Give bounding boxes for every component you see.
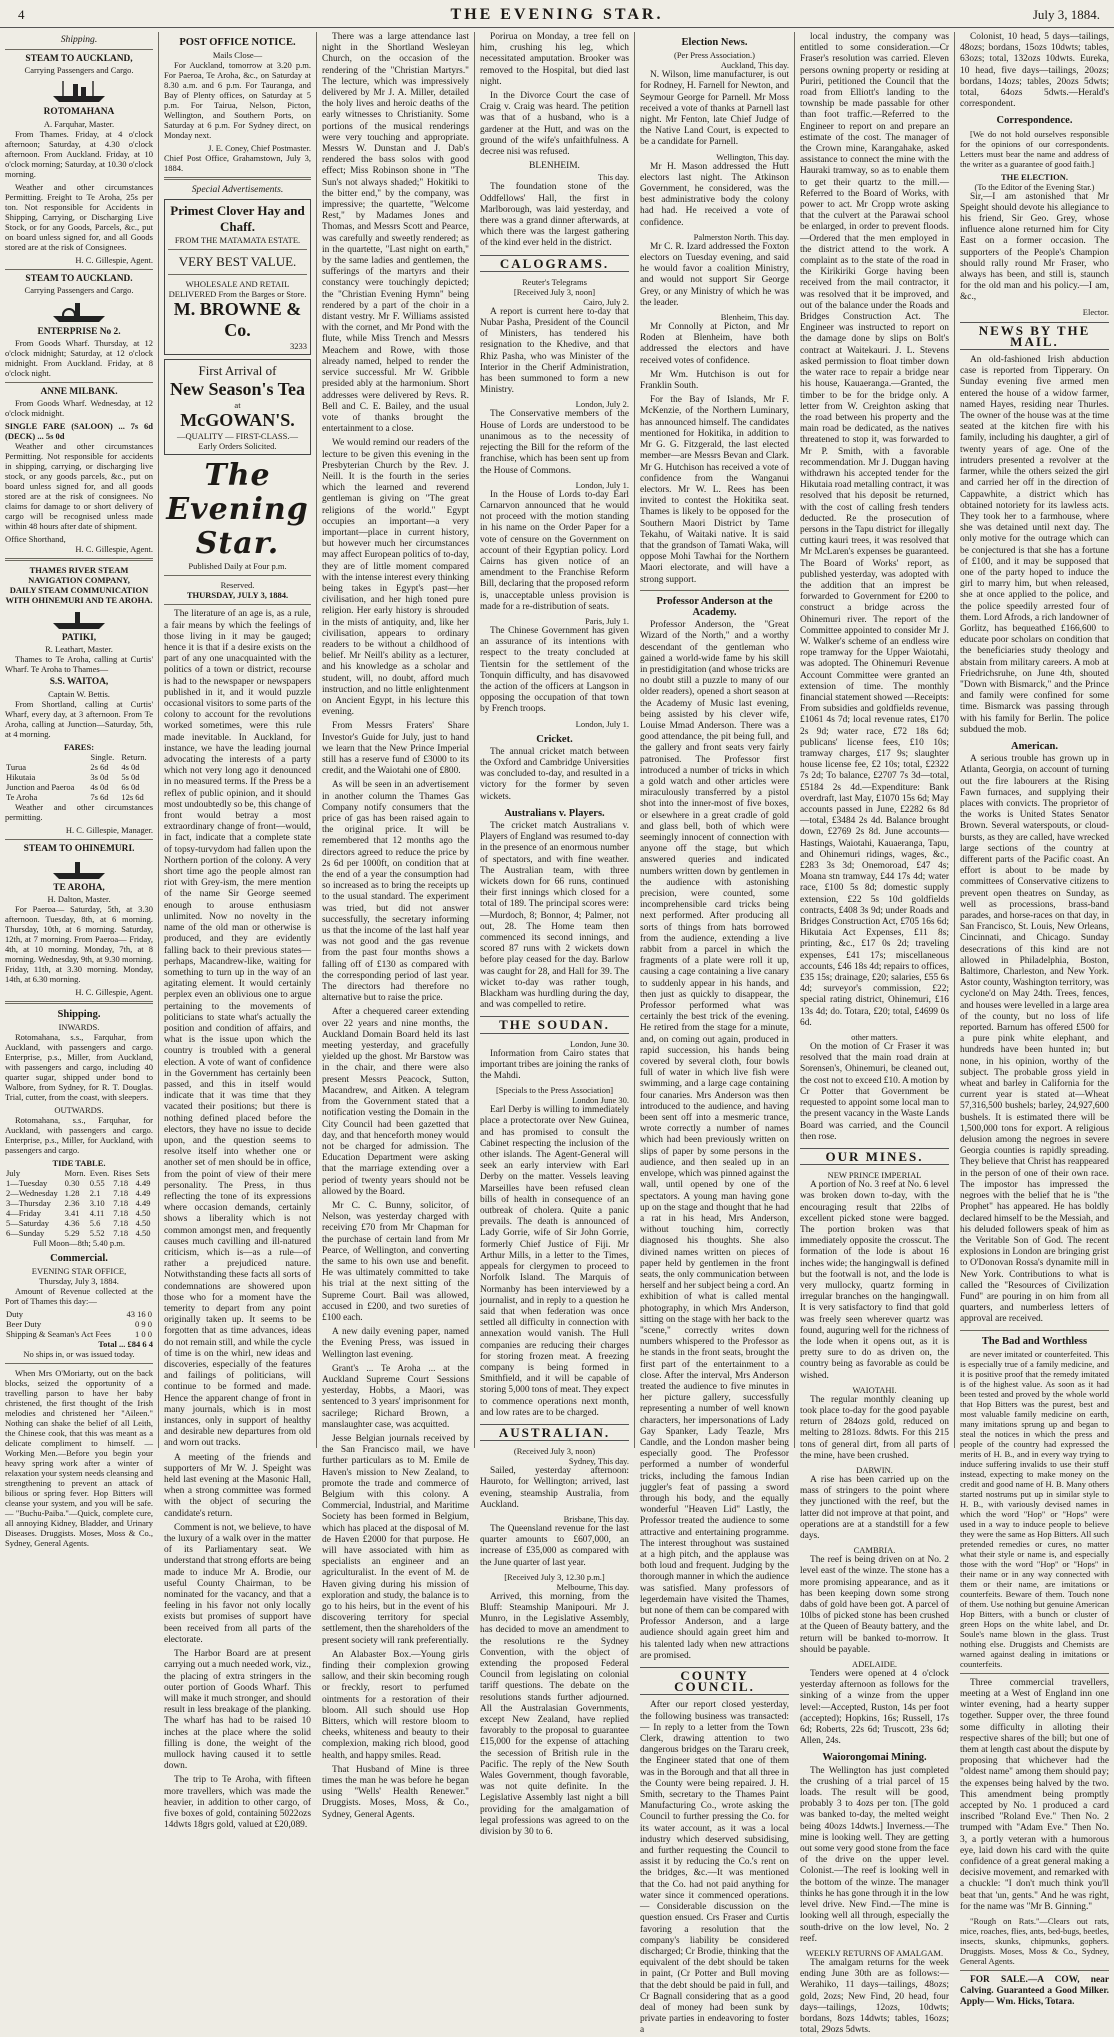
table-row: Beer Duty 0 9 0 [6, 1319, 152, 1330]
paragraph: Colonist, 10 head, 5 days—tailings, 48ozs; bordans, 15ozs 10dwts; tables, 63ozs; total, 132ozs 10dwts. Eureka, 10 head, five days—tailings, 20ozs; bordans, 14ozs; tables, 20ozs 5dwts; total, 64ozs 5dwts.—Herald's correspondent. [960, 32, 1109, 110]
section-heading: Professor Anderson at the Academy. [656, 595, 773, 618]
ad-headline: New Season's Tea [169, 379, 306, 400]
tide-title: TIDE TABLE. [52, 1158, 106, 1169]
agent-signature: H. C. Gillespie, Agent. [75, 254, 153, 265]
sub-heading: CAMBRIA. [853, 1545, 896, 1556]
table-row: Shipping & Seaman's Act Fees 1 0 0 [6, 1329, 152, 1340]
paragraph: We would remind our readers of the lecture to be given this evening in the Presbyterian Church by the Rev. J. Neill. It is the fourth in the series which the learned and reverend gentleman is giving on "The great religions of the world." Egypt occupies an important—a very important—place in current history, but however much her circumstances may affect European politics of to-day, they are of little moment compared with the intense interest every thinking being takes in Egypt's past—her civilisation, and her high toned pure religion. Her early history is shrouded in the mists of antiquity, and, like her civilisation, appears to ordinary readers to be without a childhood of belief. Mr Neill's ability as a lecturer, and his knowledge as a scholar and student, will, no doubt, afford much instruction, and no little enlightenment on Ancient Egypt, in his lecture this evening. [322, 438, 469, 718]
paddle-steamer-icon [49, 298, 109, 324]
dateline: London, June 30. [569, 1038, 629, 1049]
ad-headline: Primest Clover Hay and Chaff. [170, 203, 305, 235]
ad-subtitle: Carrying Passengers and Cargo. [24, 65, 134, 76]
dateline: BLENHEIM. [529, 161, 580, 172]
paragraph: From Messrs Fraters' Share Investor's Guide for July, just to hand we learn that the New Prince Imperial still has a reserve fund of £3000 to its credit, and the Waiotahi one of £800. [322, 721, 469, 777]
sub-heading: NEW PRINCE IMPERIAL [827, 1170, 922, 1181]
table-row: 3—Thursday 2.36 3.10 7.18 4.49 [6, 1198, 151, 1209]
page-number: 4 [18, 7, 25, 22]
table-row: 5—Saturday 4.36 5.6 7.18 4.50 [6, 1218, 151, 1229]
shipping-departures: Rotomahana, s.s., Farquhar, for Auckland, with passengers and cargo. Enterprise, p.s., Miller, for Auckland, with passengers and cargo. [5, 1115, 153, 1156]
ad-title: STEAM TO AUCKLAND. [25, 273, 133, 284]
letter-address: (To the Editor of the Evening Star.) [974, 181, 1095, 192]
table-row: 6—Sunday 5.29 5.52 7.18 4.50 [6, 1228, 151, 1239]
sub-heading: OUTWARDS. [54, 1105, 104, 1116]
column-6 [795, 32, 954, 2036]
masthead [0, 4, 1114, 28]
section-heading: Shipping. [57, 1009, 101, 1021]
river-steamer-icon [49, 858, 109, 880]
advertisement [164, 199, 311, 355]
fares-table: Single. Return. Turua 2s 6d 4s 0d Hikutaia 3s 0d 5s 0d Junction and Paeroa 4s 0d 6s 0d Te Aroha 7s 6d 12s 6d [5, 752, 153, 802]
ship-schedule: From Shortland, calling at Curtis' Wharf, every day, at 3 afternoon. From Te Aroha, calling at Junction—Saturday, 5th, at 4 morning. [5, 698, 153, 739]
dateline: Wellington, This day. [716, 151, 789, 162]
paragraph: Grant's ... Te Aroha ... at the Auckland Supreme Court Sessions yesterday, Hobbs, a Maori, was sentenced to 3 years' imprisonment for sacrilege; Richard Brown, a manslaughter case, was acquitted. [322, 1363, 469, 1430]
paragraph: N. Wilson, lime manufacturer, is out for Rodney, H. Farnell for Newton, and Seymour George for Parnell. Mr Moss received a vote of thanks at Parnell last night. Mr Fenton, late Chief Judge of the Native Land Court, is expected to be a candidate for Parnell. [640, 70, 789, 148]
agent-signature: H. C. Gillespie, Agent. [75, 544, 153, 555]
paragraph: An old-fashioned Irish abduction case is reported from Tipperary. On Sunday evening five armed men entered the house of a widow farmer, named Hayes, residing near Thurles. The owner of the house was at the time seated at the kitchen fire with his family, including his daughter, a girl of twenty years of age. One of the intruders presented a revolver at the farmer, while the others seized the girl and carried her off in the direction of Cappawhite, a district which has obtained notoriety for its lawless acts. They took her to a farmhouse, where she was detained until next day. The only motive for the outrage which can be conjectured is that she has a fortune of £100, and it may be supposed that one of the party hoped to induce the girl to marry him, but when released, she at once applied to the police, and the police speedily arrested four of them. Lord Afrods, a rich landowner of Gorlitz, has bequeathed £166,600 to educate poor scholars on condition that the beneficiaries study theology and abstain from military careers. A mob at Friedrichsruhe, on June 4th, shouted "Down with Bismarck," and the Prince and family were confined for some time. Bismarck was passing through with his family for Berlin. The police subdued the mob. [960, 355, 1109, 735]
table-row: Junction and Paeroa 4s 0d 6s 0d [6, 781, 140, 792]
received-note: (Per Press Association.) [674, 50, 755, 61]
agent-signature: H. C. Gillespie, Agent. [75, 987, 153, 998]
customs-table [5, 1309, 153, 1339]
moon-phase: Full Moon—8th; 5.40 p.m. [32, 1238, 126, 1249]
paragraph: Three commercial travellers, meeting at a West of England inn one winter evening, had a hearty supper together. Supper over, the three found some difficulty in alloting their respective shares of the bill; but one of them at length cast about the dispute by proposing that whichever had the "oldest name" among them should pay; the expenses being halved by the two. This amendment being promptly accepted by No. 1 produced a card inscribed "Roland Eve." Then No. 2 trumped with "Adam Eve." Then No. 3, a portly veteran with a humorous eye, laid down his card with the quite confidence of a great general making a decisive movement, and remarked with a chuckle: "I don't much think you'll beat that 'un, gents." And he was right, for the name was "Mr B. Ginning." [960, 1677, 1109, 1912]
table-row: Duty 43 16 0 [6, 1309, 152, 1320]
classified-ad: FOR SALE.—A COW, near Calving. Guaranteed a Good Milker. Apply— Wm. Hicks, Totara. [960, 1975, 1109, 2008]
paragraph: That Husband of Mine is three times the man he was before he began using "Wells' Health Renewer." Druggists. Moses, Moss, & Co., Sydney, General Agents. [322, 1764, 469, 1820]
column-7 [955, 32, 1114, 2008]
paragraph: The annual cricket match between the Oxford and Cambridge Universities was concluded to-day, and resulted in a victory for the former by seven wickets. [480, 746, 629, 802]
ad-advertiser: McGOWAN'S. [180, 410, 295, 431]
ad-title: STEAM TO OHINEMURI. [23, 843, 135, 854]
sub-heading: other matters. [851, 1032, 898, 1043]
paragraph: There was a large attendance last night in the Shortland Wesleyan Church, on the occasion of the rendering of the "Christian Martyrs." The lecture, which was impressively delivered by Mr J. A. Miller, detailed the holy lives and heroic deaths of the early witnesses to Christianity. Some portions of the musical renderings were very touching and appropriate. Messrs W. Dunstan and J. Dab's rendered the bass solos with good effect; Miss Robinson shone in "The Sun's not always shaded;" Hokitiki to the bitter end," by the company, was impressive; the quartette, "Welcome Rest," by Madames Jones and Thomas, and Messrs Scott and Pearce, was carefully and sweetly rendered; as in the quartette, "Last night on earth," by the same ladies and gentlemen, the sufferings of the martyrs and their constancy were touchingly depicted; the "Christian Evening Hymn" being rendered by a part of the choir in a distant vestry. Mr F. Williams assisted with the cornet, and Mr Pond with the flute, while Miss Trench and Messrs Meachem and Rowe, with those already named, helped to render the service successful. Mr W. Gribble presided ably at the harmonium. Short addresses were delivered by Revs. R. Bell and C. E. Bailey, and the usual vote of thanks brought the entertainment to a close. [322, 32, 469, 435]
ship-name: TE AROHA, [53, 882, 105, 893]
dateline: Paris, July 1. [585, 615, 629, 626]
dateline: Melbourne, This day. [556, 1581, 629, 1592]
agent-signature: H. C. Gillespie, Manager. [65, 824, 153, 835]
ad-line: VERY BEST VALUE. [178, 254, 297, 270]
paragraph: A serious trouble has grown up in Atlanta, Georgia, on account of turning out the fire labourers at the Rising Fawn furnaces, and supplying their places with convicts. The proprietor of the works is United States Senator Brown. Several waterspouts, or cloud-bursts, as they are called, have wrecked large sections of the country at different parts of the Pacific coast. An effort is about to be made by committees of Conservative citizens to prevent open theatres on Sunday, as well as processions, brass-band parades, and horse-races on that day, in San Francisco, St. Louis, New Orleans, Cincinnati, and Chicago. Sunday desecrations of this kind are not allowed in Philadelphia, Boston, Baltimore, Charleston, and New York. Astor county, Washington territory, was cyclone'd on May 24th. Trees, fences, and houses were levelled in a large area of the county, but no loss of life reported. Barnum has offered £500 for a pure pink white elephant, and hundreds have been hunted in; but none, in his opinion, worthy of the subject. The probable gross yield in wheat and barley in California for the current year is stated at—Wheat 57,316,500 bushels; barley, 24,927,600 bushels. It is estimated there will be 1,500,000 tons for export. A religious delusion among the negroes in severe Georgia counties is rapidly spreading. They believe that Christ has reappeared in the person of one of their own race. The impostor has impressed the negroes with the belief that he is "the Prophet" has appeared. He has boldly declared himself to be the Messiah, and his deluded followers speak of him as the Veritable Son of God. The recent explosions in London are bringing grist to O'Donovan Rossa's dynamite mill in New York. Contributions to what is called the "Resources of Civilization Fund" are pouring in on him from all quarters, and numberless letters of approval are received. [960, 754, 1109, 1325]
steamship-icon [49, 78, 109, 104]
paragraph: Mr C. R. Izard addressed the Foxton electors on Tuesday evening, and said he would favor a coalition Ministry, and would not support Sir George Grey, or any Ministry of which he was the leader. [640, 241, 789, 308]
paragraph: Jesse Belgian journals received by the San Francisco mail, we have further particulars as to M. Emile de Haven's mission to New Zealand, to promote the trade and commerce of Belgium with this colony. A Commercial, Industrial, and Maritime Society has been formed in Belgium, which has placed at the disposal of M. de Haven £2000 for that purpose. He will have associated with him as specialists an engineer and an agriculturalist. In the event of M. de Haven giving during his mission of exploration and study, the balance is to go to his heirs, but in the event of his discovering territory for special settlement, then the shareholders of the present society will rank preferentially. [322, 1433, 469, 1646]
ship-name: ROTOMAHANA [43, 107, 115, 118]
paper-title: THE EVENING STAR. [450, 6, 664, 23]
dateline: Sydney, This day. [568, 1456, 629, 1467]
advertisement-text: are never imitated or counterfeited. This is especially true of a family medicine, and it is positive proof that the remedy imitated is of the highest value. As soon as it had been tested and proved by the whole world that Hop Bitters was the purest, best and most valuable family medicine on earth, many imitations sprung up and began to steal the notices in which the press and people of the country had expressed the merits of H. B., and in every way trying to induce suffering invalids to use their stuff instead, expecting to make money on the credit and good name of H. B. Many others started nostrums put up in similar style to H. B., with variously devised names in which the word "Hop" or "Hops" were used in a way to induce people to believe they were the same as Hop Bitters. All such pretended remedies or cures, no matter what their style or name is, and especially those with the word "Hop" or "Hops" in their name or in any way connected with them or their name, are imitations or counterfeits. Beware of them. Touch none of them. Use nothing but genuine American Hop Bitters, with a bunch or cluster of green Hops on the white label, and Dr. Soule's name blown in the glass. Trust nothing else. Druggists and Chemists are warned against dealing in imitations or counterfeits. [960, 1348, 1109, 1669]
publication-note: Published Daily at Four p.m. [188, 561, 287, 572]
received-note: [Received July 3, 12.30 p.m.] [504, 1571, 605, 1582]
section-banner: CALOGRAMS. [480, 255, 629, 272]
paragraph: The amalgam returns for the week ending June 30th are as follows:—Werahiko, 11 days—tailings, 48ozs; gold, 2ozs; New Find, 20 head, four days—tailings, 12ozs, 10dwts; bordans, 8ozs 14dwts; tables, 16ozs; total, 29ozs 5dwts. [800, 1957, 949, 2036]
ship-name: ANNE MILBANK. [40, 387, 118, 398]
letter-title: THE ELECTION. [1000, 171, 1069, 182]
sub-heading: Cricket. [536, 733, 573, 745]
ad-title: THAMES RIVER STEAM NAVIGATION COMPANY, [28, 565, 130, 586]
sub-heading: DARWIN. [856, 1464, 893, 1475]
paragraph: The Harbor Board are at present carrying out a much needed work, viz., the placing of extra stringers in the outer portion of Goods Wharf. This will make it much stronger, and should result in less breakage of the planking. The wharf has had to be raised 10 inches at the place where the solid filling is done, the weight of the mullock having caused it to settle down. [164, 1649, 311, 1772]
letter-signature: Elector. [1082, 306, 1109, 317]
paragraph: As will be seen in an advertisement in another column the Thames Gas Company notify consumers that the price of gas has been raised again to the original price. It will be remembered that 12 months ago the directors agreed to reduce the price by 2s 6d per 1000ft, on condition that at the end of a year the consumption had so increased as to bring the receipts up to the usual standard. The experiment was tried, but did not answer successfully, the secretary informing us that the income of the last half year was not good and the gas revenue from the past four months shows a falling off of £130 as compared with the corresponding period of last year. The directors had therefore no alternative but to raise the price. [322, 780, 469, 1004]
paragraph: Earl Derby is willing to immediately place a protectorate over New Guinea, and has promised to consult the Cabinet respecting the inclusion of the other islands. The Agent-General will seek an early interview with Earl Derby on the matter. Vessels leaving Marseilles have been refused clean bills of health in consequence of an outbreak of cholera. Quite a panic prevails. The death is announced of Lady Gorrie, wife of Sir John Gorrie, formerly Chief Justice of Fiji. Mr Arthur Mills, in a letter to the Times, appeals for clergymen to proceed to Norfolk Island. The Marquis of Normanby has been interviewed by a journalist, and in reply to a question he said that when federation was once settled all difficulty in connection with annexation would vanish. The Hull companies are reducing their charges for storing frozen meat. A freezing company is being formed in Smithfield, and it will be capable of storing 5,000 tons of meat. They expect to commence operations next month, and low rates are to be charged. [480, 1105, 629, 1418]
table-row: Te Aroha 7s 6d 12s 6d [6, 791, 144, 802]
customs-intro: Amount of Revenue collected at the Port of Thames this day:— [5, 1286, 153, 1307]
paragraph: After our report closed yesterday, the following business was transacted:— In reply to a letter from the Town Clerk, drawing attention to two dangerous bridges on the Tararu creek, the Engineer stated that one of them was in the Borough and that all three in the County were being repaired. J. H. Smith, secretary to the Thames Paint Manufacturing Co., wrote asking the Council to further pressing the Co. for its water account, as it was a local industry which deserved subsidising, and further requesting the Council to assist it by reducing the Co.'s rent on the bridges, &c.—It was mentioned that the Co. had not paid anything for water since it commenced operations.— Considerable discussion on the question ensued. Crs Fraser and Curtis favoring a resolution that the company's liability be considered discharged; Cr Brodie, thinking that the equivalent of the debt should be taken in paint, (Cr Potter and Bull moving that the debt should be paid in full, and Cr Bagnall considering that as a good deal of money had been sunk by private parties in endeavoring to foster a [640, 1700, 789, 2036]
paragraph: A report is current here to-day that Nubar Pasha, President of the Council of Ministers, has tendered his resignation to the Khedive, and that Rhiz Pasha, who was Minister of the Interior in the Cherif Administration, has been summoned to form a new Ministry. [480, 306, 629, 396]
dateline: London, July 2. [575, 399, 629, 410]
paragraph: The reef is being driven on at No. 2 level east of the winze. The stone has a more promising appearance, and as it has been keeping down some strong dabs of gold have been got. A parcel of 10lbs of picked stone has been crushed at the Queen of Beauty battery, and the return will be banked to-morrow. It should be payable. [800, 1555, 949, 1655]
sub-heading: WAIOTAHI. [852, 1384, 897, 1395]
ship-master: R. Leathart, Master. [45, 644, 113, 655]
notice-subtitle: Mails Close— [212, 50, 263, 61]
table-row: 4—Friday 3.41 4.11 7.18 4.50 [6, 1208, 151, 1219]
table-row: 2—Wednesday 1.28 2.1 7.18 4.49 [6, 1188, 151, 1199]
paragraph: Professor Anderson, the "Great Wizard of the North," and a worthy descendant of the gentleman who gained a world-wide fame by his skill in prestidigitation (and whose tricks are no doubt still a puzzle to many of our older readers), opened a short season at the Academy of Music last evening, being assisted by his clever wife, Louise Mmad Anderson. There was a good attendance, the pit being full, and the gallery and front seats very fairly patronised. The Professor first introduced a number of tricks in which a gold watch and other articles were miraculously transferred by a pistol shot into the inner-most of five boxes, or elsewhere in a great cradle of gold and glass bell, both of which were seemingly innocent of connection with anyone off the stage, but which answered queries and indicated numbers written down by gentlemen in the audience with astonishing precision, were counted, some incomprehensible card tricks being next performed. After producing all sorts of things from hats borrowed from the audience, extending a live rabbit from a parcel in which the fragments of a plate were roll it up, causing a cage containing a live canary to suddenly appear in his hands, and then just as quickly to disappear, the Professor performed what was certainly the best trick of the evening. He retired from the stage for a minute, and, on coming out again, produced in rapid succession, his hands being covered by several cloth, four bowls full of water in which live fish were swimming, and a large cage containing four canaries. Mrs Anderson was then introduced to the audience, and having been sent off into a mesmeric trance, wrote correctly a number of names which had been previously written on slips of paper by some persons in the audience, and then sealed up in an envelope, which was pinned against the wall, until opened by one of the spectators. A young man having gone up on the stage and thought that he had a rat in his head, Mrs Anderson, without touching him, correctly diagnosed his thoughts. She also divined names written on pieces of paper held by gentlemen in the front seats, the only communication between herself and her subject being a cord. An exhibition of what is called mental photography, in which Mrs Anderson, sitting on the stage with her back to the "scene," correctly writes down numbers whispered to the Professor as he stands in the front seats, brought the first part of the entertainment to a close. After the interval, Mrs Anderson treated the audience to five minutes in her picture gallery, successfully representing a number of well known characters, her impersonations of Lady Gay Spanker, Lady Teazle, Mrs Candle, and the London masher being especially good. The Professor performed a number of wonderful tricks, including the famous Indian juggler's feat of passing a sword through his body, and the equally wonderful "Heaven Lid" Lastly, the Professor treated the audience to some attractive and entertaining programme. The interest throughout was sustained at a high pitch, and the applause was both loud and frequent. Judging by the thorough manner in which the audience was satisfied. Many professors of legerdemain have visited the Thames, but none of them can be compared with Professor Anderson, and a large audience should again greet him and his talented lady when new attractions are promised. [640, 620, 789, 1661]
ship-schedule: From Thames. Friday, at 4 o'clock afternoon; Saturday, at 4.30 o'clock afternoon. From Auckland. Friday, at 10 o'clock morning; Saturday, at 10.30 o'clock morning. [5, 128, 153, 179]
paragraph: A portion of No. 3 reef at No. 6 level was broken down to-day, with the encouraging result that 22lbs of excellent picked stone were bagged. The portion broken was that immediately opposite the crosscut. The formation of the lode is about 16 inches wide; the hangingwall is defined but the footwall is not, and the lode is very mullocky, quartz forming in irregular branches on the hangingwall. It is very satisfactory to find that gold was freely seen wherever quartz was found, auguring well for the richness of the lode when it opens out, as it is pretty sure to do as driven on, the country being as favorable as could be wished. [800, 1180, 949, 1381]
column-3 [317, 32, 474, 1820]
fares-title: FARES: [63, 741, 95, 752]
section-banner: NEWS BY THE MAIL. [960, 322, 1109, 350]
dateline: London June 30. [572, 1095, 629, 1106]
notice-text: For Auckland, tomorrow at 3.20 p.m. For Paeroa, Te Aroha, &c., on Saturday at 8.30 a.m. and 6 p.m. For Tauranga, and Bay of Plenty offices, on Saturday at 5 p.m. For Tairua, Nelson, Picton, Wellington, and Southern Ports, on Saturday at 6 p.m. For Sydney direct, on Monday next. [164, 60, 311, 141]
river-steamer-icon [49, 608, 109, 630]
paragraph: Mr Connolly at Picton, and Mr Roden at Blenheim, have both addressed the electors and have received votes of confidence. [640, 322, 789, 366]
paragraph: Comment is not, we believe, to have the luxury of a walk over in the matter of its Parliamentary seat. We understand that strong efforts are being made to induce Mr A. Brodie, our useful County Chairman, to be nominated for the vacancy, and that a feeling in his favor not only locally exists but promises of support have been received from all parts of the electorate. [164, 1522, 311, 1645]
ship-master: Captain W. Bettis. [48, 688, 110, 699]
paragraph: Mr H. Mason addressed the Hutt electors last night. The Atkinson Government, he considered, was the best administrative body the colony had had. He received a vote of confidence. [640, 161, 789, 228]
received-note: [Received July 3, noon] [513, 286, 596, 297]
dateline: London, July 1. [575, 479, 629, 490]
ship-name: PATIKI, [61, 633, 97, 644]
ad-line: First Arrival of [198, 363, 277, 379]
dateline-time: This day. [597, 172, 629, 183]
sub-heading: ADELAIDE. [851, 1659, 898, 1670]
ship-schedule: Thames to Te Aroha, calling at Curtis' Wharf. Te Aroha to Thames— [5, 654, 153, 675]
dateline: Auckland, This day. [720, 60, 789, 71]
section-heading: Special Advertisements. [191, 184, 284, 196]
ad-title: STEAM TO AUCKLAND, [25, 54, 133, 65]
shipping-arrivals: Rotomahana, s.s., Farquhar, from Auckland, with passengers and cargo. Enterprise, p.s., Miller, from Auckland, with passengers and cargo, including 40 quarter sugar, shipped under bond to Walbore, from Sydney, for R. T. Douglas. Trial, cutter, from the coast, with sleepers. [5, 1032, 153, 1103]
paragraph: The cricket match Australians v. Players of England was resumed to-day in the presence of an enormous number of spectators, and with fine weather. The Australian team, with three wickets down for 66 runs, continued their first innings which closed for a total of 189. The principal scores were:—Murdoch, 8; Bonnor, 4; Palmer, not out, 28. The Home team then commenced its second innings, and scored 87 runs with 2 wickets down before play ceased for the day. Barlow was caught for 28, and Hall for 39. The wicket to-day was rather tough, Blackham was hurdling during the day, and was compelled to retire. [480, 820, 629, 1011]
letter-body: Sir,—I am astonished that Mr Speight should devote his allegiance to his friend, Sir Geo. Grey, whose influence alone returned him for City East on a former occasion. The supporters of the People's Champion should rally round Mr Fraser, who always has been, and still is, staunch for the old man and his policy.—I am, &c., [960, 191, 1109, 303]
paragraph: After a chequered career extending over 22 years and nine months, the Auckland Domain Board held its last meeting yesterday, and gracefully yielded up the ghost. Mr Barstow was in the chair, and there were also present Messrs Peacock, Sutton, Macandrew, and Aitken. A telegram from the Government stated that a notification vesting the Domain in the City Council had been gazetted that day, and that henceforth money would not be charged for admission. The Education Department were asking that the marriage extending over a period of twenty years should not be allowed by the Board. [322, 1007, 469, 1197]
fare-line: SINGLE FARE (SALOON) ... 7s 6d (DECK) ... 5s 0d [5, 421, 153, 442]
sub-heading: Reuter's Telegrams [522, 276, 587, 287]
paragraph: When Mrs O'Moriarty, out on the back blocks, seized the opportunity of a travelling parson to have her baby christened, the first thought of the Irish melodies and christened her "Aileen." Nothing can shake the belief of all Leith, the Chinese cook, that this was meant as a delicate compliment to himself. — Working Men.—Before you begin your heavy spring work after a winter of relaxation your system needs cleansing and strengthening to prevent an attack of bilious or spring fever. Hop Bitters will cleanse your system, and you will be safe. — "Buchu-Paiba."—Quick, complete cure, all annoying Kidney, Bladder, and Urinary Diseases. Druggists. Moses, Moss & Co., Sydney, General Agents. [5, 1368, 153, 1549]
paragraph: Sailed, yesterday afternoon: Hauroto, for Wellington; arrived, last evening, steamship Australia, from Auckland. [480, 1466, 629, 1510]
notice-title: POST OFFICE NOTICE. [179, 37, 296, 48]
received-note: [Specials to the Press Association] [495, 1085, 614, 1096]
paragraph: A new daily evening paper, named the Evening Press, was issued in Wellington last evening. [322, 1327, 469, 1360]
section-heading: Waiorongomai Mining. [822, 1752, 927, 1764]
paragraph: Information from Cairo states that important tribes are joining the ranks of the Mahdi. [480, 1048, 629, 1082]
section-heading: Commercial. [50, 1253, 108, 1265]
paragraph: For the Bay of Islands, Mr F. McKenzie, of the Northern Luminary, has announced himself. The candidates mentioned for Hokitika, in addition to Mr G. G. Fitzgerald, the last elected member—are Messrs Bevan and Clark. Mr G. Hutchison has received a vote of confidence from the Wanganui electors. Mr W. L. Rees has been invited to contest the Hokitika seat. Thames is likely to be opposed for the Southern Maori District by Tame Tekahu, of Waitaki native. It is said that the grandson of Tamati Waka, will oppose Mohi Tawhai for the Northern Maori electorate, and will have a strong support. [640, 395, 789, 585]
ship-schedule: From Goods Wharf. Wednesday, at 12 o'clock midnight. [5, 398, 153, 419]
ad-line: WHOLESALE AND RETAIL DELIVERED From the Barges or Store. [168, 279, 307, 300]
paragraph: The regular monthly cleaning up took place to-day for the good payable return of 284ozs gold, reduced on melting to 281ozs. 8dwts. For this 215 tons of general dirt, from all parts of the mine, have been crushed. [800, 1394, 949, 1461]
ship-master: H. Dalton, Master. [47, 894, 111, 905]
notice-signature: J. E. Coney, Chief Postmaster. [208, 143, 311, 154]
ad-line: FROM THE MATAMATA ESTATE. [174, 235, 301, 246]
sub-heading: Australians v. Players. [504, 807, 605, 819]
ad-subtitle: Carrying Passengers and Cargo. [24, 284, 134, 295]
dateline: Cairo, July 2. [583, 296, 629, 307]
paragraph: An Alabaster Box.—Young girls finding their complexion growing sallow, and their skin becoming rough or freckly, resort to perfumed ointments for a restoration of their bloom. All such should use Hop Bitters, which will restore bloom to cheeks, whiteness and beauty to their complexion, making rich blood, good health, and happy smiles. Read. [322, 1649, 469, 1761]
advertisement-text: "Rough on Rats."—Clears out rats, mice, roaches, flies, ants, bed-bugs, beetles, insects, skunks, chipmunks, gophers. Druggists. Moses, Moss & Co., Sydney, General Agents. [960, 1916, 1109, 1966]
paragraph: Tenders were opened at 4 o'clock yesterday afternoon as follows for the sinking of a winze from the upper level:—Accepted, Ruston, 14s per foot (accepted); Hopkins, 16s; Russell, 17s 6d; Roberts, 22s 6d; Truscott, 23s 6d; Allen, 24s. [800, 1669, 949, 1747]
paragraph: Porirua on Monday, a tree fell on him, crushing his leg, which necessitated amputation. Brooker was removed to the Hospital, but died last night. [480, 32, 629, 87]
notice-text: Weather and other circumstances permitting. [5, 801, 153, 822]
notice-text: Weather and other circumstances Permitting. Freight to Te Aroha, 25s per ton. Not responsible for Accidents in Shipping, Carrying, or Discharging Live Stock, or for any Goods, Parcels, &c., put on board unless signed for, and all Goods stored are at the risk of Consignees. [5, 181, 153, 252]
paragraph: A meeting of the friends and supporters of Mr W. J. Speight was held last evening at the Masonic Hall, when a strong committee was formed with the object of securing the candidate's return. [164, 1452, 311, 1519]
editorial-date: THURSDAY, JULY 3, 1884. [186, 590, 289, 601]
paragraph: Arrived, this morning, from the Bluff: Steamship Manipouri. Mr J. Munro, in the Legislative Assembly, has decided to move an amendment to the resolutions re the Sydney Convention, with the object of extending the proposed Federal Council from legislating on colonial tariff questions. The debate on the resolutions stands further adjourned. All the Australasian Governments, except New Zealand, have replied favorably to the proposal to guarantee £15,000 for the expense of attaching the secession of British rule in the Pacific. The reply of the New South Wales Government, though favorable, was not quite definite. In the Legislative Assembly last night a bill providing for the amalgamation of legal professions was agreed to on the division by 30 to 6. [480, 1591, 629, 1838]
section-heading: Election News. [681, 37, 748, 48]
paragraph: The Conservative members of the House of Lords are understood to be unanimous as to the necessity of rejecting the Bill for the reform of the franchise, which has been sent up from the House of Commons. [480, 409, 629, 476]
paragraph: A rise has been carried up on the mass of stringers to the point where they junctioned with the reef, but the latter did not improve at that point, and operations are at a standstill for a few days. [800, 1474, 949, 1541]
section-banner: OUR MINES. [800, 1148, 949, 1165]
issue-note: Reserved. [220, 580, 255, 591]
ad-title: DAILY STEAM COMMUNICATION WITH OHINEMURI AND TE AROHA. [5, 585, 153, 606]
ship-schedule: From Goods Wharf. Thursday, at 12 o'clock midnight; Saturday, at 12 o'clock midnight. From Auckland. Friday, at 8 o'clock night. [5, 338, 153, 379]
table-row: 1—Tuesday 0.30 0.55 7.18 4.49 [6, 1178, 151, 1189]
paper-nameplate: The Evening Star. [166, 458, 309, 562]
ad-line: at [234, 400, 241, 411]
ship-name: ENTERPRISE No 2. [37, 326, 121, 337]
table-row: Hikutaia 3s 0d 5s 0d [6, 771, 140, 782]
ad-headline: The Bad and Worthless [981, 1335, 1088, 1347]
sub-heading: American. [1011, 740, 1058, 752]
customs-note: No ships in, or was issued today. [23, 1349, 135, 1360]
paragraph: Mr C. C. Bunny, solicitor, of Nelson, was yesterday charged with receiving £70 from Mr Chapman for the purchase of certain land from Mr Pearce, of Wellington, and converting the same to his own use and benefit. He was ultimately committed to take his trial at the next sitting of the Supreme Court. Bail was allowed, accused in £200, and two sureties of £100 each. [322, 1200, 469, 1323]
customs-total: Total ... £84 6 4 [98, 1339, 153, 1350]
paragraph: On the motion of Cr Fraser it was resolved that the main road drain at Sorensen's, Ohinemuri, be cleaned out, the cost not to exceed £10. A motion by Cr Potter that Government be requested to appoint some local man to the present vacancy in the Waste Lands Board was carried, and the Council then rose. [800, 1042, 949, 1142]
paragraph: The Wellington has just completed the crushing of a trial parcel of 15 loads. The result will be good, probably 3 to 4ozs per ton. [The gold was banked to-day, the melted weight being 40ozs 14dwts.] Inverness.—The mine is looking well. They are getting out some very good stone from the face of the drive on the upper level. Colonist.—The reef is looking well in the bottom of the winze. The manager thinks he has gone through it in the low level drive. New Find.—The mine is looking well all through, especially the south-drive on the low level, No. 2 reef. [800, 1765, 949, 1944]
section-banner: THE SOUDAN. [480, 1016, 629, 1033]
office-line: EVENING STAR OFFICE, [31, 1266, 127, 1277]
advertisement [164, 359, 311, 455]
section-banner: COUNTY COUNCIL. [640, 1667, 789, 1695]
ad-advertiser: M. BROWNE & Co. [173, 299, 302, 341]
received-note: (Received July 3, noon) [513, 1446, 596, 1457]
ship-name: S.S. WAITOA, [49, 677, 109, 688]
dateline: Palmerston North. This day. [693, 231, 789, 242]
column-5 [635, 32, 794, 2036]
ad-line: Early Orders Solicited. [198, 441, 277, 452]
dateline: London, July 1. [575, 718, 629, 729]
office-date: Thursday, July 3, 1884. [39, 1276, 119, 1287]
sub-heading: INWARDS. [58, 1022, 100, 1033]
column-4 [475, 32, 634, 1838]
dateline: Brisbane, This day. [563, 1513, 629, 1524]
paragraph: In the Divorce Court the case of Craig v. Craig was heard. The petition was that of a husband, who is a gardener at the Hutt, and was on the ground of the wife's unfaithfulness. A decree nisi was refused. [480, 91, 629, 158]
ad-line: —QUALITY — FIRST-CLASS.— [177, 431, 298, 442]
paragraph: The Chinese Government has given an assurance of its intentions with respect to the treaty concluded at Tientsin for the settlement of the Tonquin difficulty, and has disavowed the action of the officers at Langson in opposing the occupation of that town by French troops. [480, 625, 629, 715]
shipping-heading: Shipping. [60, 34, 98, 45]
paragraph: local industry, the company was entitled to some consideration.—Cr Fraser's resolution was carried. Eleven persons owning property or residing at Puriri, petitioned the Council that the road from Elliott's landing to the township be made passable for other than foot traffic.—Referred to the Engineer to report on and prepare an estimate of the cost. The manager of the Crown mine, Karangahake, asked assistance to connect the mine with the Hauraki tramway, so as to enable them to get their quartz to the mill.—Referred to the Board of Works, with power to act. Mr Cropp wrote asking that the culvert at the Parawai school be enlarged, in order to prevent floods.—Ordered that the men employed in the district attend to the work. A complaint as to the state of the road in the Kirikiriki Gorge having been received from the mail contractor, it was resolved that it be improved, and out of the balance under the Roads and Bridges Construction Act. The Engineer was instructed to report on the damage done by slips on Bolt's contract at Waitekauri. J. L. Stevens asked permission to float timber down the water race to repair a bridge near his house, Kauaeranga.—Granted, the timber to be for the bridge only. A letter from W. Creighton asking that the road between his property and the main road be dedicated, as the natives threatened to stop it, was forwarded to Mr P. Smith, with a favorable recommendation. Mr J. Duggan having withdrawn his accepted tender for the Hikutaia road metalling contract, it was resolved that his deposit be returned, with the cost of calling fresh tenders deducted. Re the prosecution of persons in the Tapu district for illegally cutting kauri trees, it was resolved that Mr McLaren's expenses be guaranteed. The Board of Works' report, as published yesterday, was adopted with the addition that an imprest be forwarded to Government for £200 to construct a bridge across the Ohinemuri river. The report of the Committee appointed to consider Mr J. W. Walker's scheme of an endless wire rope tramway for the Upper Waiotahi, was adopted. The Ohinemuri Revenue Account Committee were granted an extension of time. The monthly financial statement showed —Receipts: From subsidies and goldfields revenue, £1061 4s 7d; local revenue rates, £170 2s 9d; water race, £72 18s 6d; publicans' license fees, £10 10s; tramway charges, £17 9s; slaughter house license fee, £2 10s; total, £2322 7s 2d; To balance, £2707 7s 3d—total, £5184 2s 4d.—Expenditure: Bank overdraft, last May, £1070 15s 6d; May accounts passed in June, £2282 6s 8d—total, £3484 2s 4d. Balance brought down, £2769 2s 8d. June accounts—Hastings, Waiotahi, Kauaeranga, Tapu, and Ohinemuri ridings, wages, &c., £283 3s 3d; Onemoroad, £47 4s; Moana stn tramway, £44 17s 4d; water race, £100 5s 8d; domestic supply extension, £22 5s 10d goldfields contracts, £408 3s 9d; under Roads and Bridges Construction Act, £705 16s 6d; Hikutaia Act Expenses, £11 8s; printing, &c., £17 0s 2d; traveling expenses, £41 17s; miscellaneous accounts, £46 18s 4d; repairs to offices, £35 15s; drainage, £20; salaries, £55 6s 4d; surveyor's commission, £22; special rating district, Ohinemuri, £16 13s 4d; do. Totara, £20; total, £4699 0s 6d. [800, 32, 949, 1028]
editorial-text: The literature of an age is, as a rule, a fair means by which the feelings of those living in it may be gauged; hence it is that if a desire exists on the part of any one unacquainted with the politics of a town or district, recourse is had to the newspaper or newspapers published in it, and it would puzzle occasional visitors to some parts of the colony to account for the revolutions worked sometimes, were this rule made inevitable. In Auckland, for instance, we have the leading journal advocating the interests of a party which not very long ago it denounced in no measured terms. If the Press be a reflex of public opinion, and it should most undoubtedly so be, this change of front would betray a most extraordinary change of front—would, in fact, indicate that a complete state of topsy-turvydom had fallen upon the Northern portion of the colony. A very short time ago the people almost ran riot with Grey-ism, the mere mention of the name Sir George seemed enough to arouse enthusiasm unlimited. Now no novelty in the name of the old man or otherwise is produced, and they are evidently falling back to their previous states—perhaps, Macandrew-like, waiting for something to turn up in the way of an agitating element. It would certainly perplex even an oblivious one to argue pertaining to the movements of politicians to state what's actually the position and condition of affairs, and what is the issue upon which the country is troubled with a general election. A vote of want of confidence in the Government has certainly been passed, and this in itself would indicate that it was time that they vacated their positions; but there is nothing defined placed before the electors, they have no issue to decide upon, and the question seems to resolve itself into whether one or another set of men should be in office, from the point of view of their mere personality. The Press, in thus reflecting the tone of its expressions where occasion demands, certainly shows a liberality which is not common amongst men, and frequently causes much cavilling and ill-natured criticism, which is—as a rule—of rather a prejudiced nature. Notwithstanding these facts all sorts of condemnations are showered upon those who for a moment have the temerity to depart from any point originally taken up. It seems to be forgotten that as time advances, ideas do not remain still, and while the cycle of time is on the whirl, new ideas and discoveries, especially of the features and failings of politicians, will continue to be formed and made. Hence the apparent change of front in many journals, which is in most instances, only in support of healthy and desirable new departures from old and worn out tracks. [164, 609, 311, 1449]
column-1 [0, 32, 158, 1549]
ship-schedule: For Paeroa— Saturday, 5th, at 3.30 afternoon. Tuesday, 8th, at 6 morning. Thursday, 10th, at 6 morning. Saturday, 12th, at 7 morning. From Paeroa— Friday, 4th, at 10 morning. Monday, 7th, at 8 morning. Wednesday, 9th, at 9.30 morning. Friday, 11th, at 3.30 morning. Monday, 14th, at 6.30 morning. [5, 904, 153, 985]
sub-heading: WEEKLY RETURNS OF AMALGAM. [805, 1947, 944, 1958]
table-row: Turua 2s 6d 4s 0d [6, 761, 140, 772]
issue-date: July 3, 1884. [1032, 7, 1100, 22]
notice-text: Weather and other circumstances Permitting. Not responsible for accidents in shipping, carrying, or discharging live stock, or any goods parcels, &c., put on board unless signed for, and all goods stored are at the risk of consignees. No claims for damage to or short delivery of cargo will be recognised unless made within 48 hours after date of shipment. [5, 441, 153, 532]
paragraph: The Queensland revenue for the last quarter amounts to £607,000, an increase of £35,000 as compared with the June quarter of last year. [480, 1523, 629, 1568]
office-line: Office Shorthand, [5, 534, 66, 545]
paragraph: Mr Wm. Hutchison is out for Franklin South. [640, 369, 789, 392]
ad-number: 3233 [290, 341, 307, 352]
tide-table: July Morn. Even. Rises Sets 1—Tuesday 0.30 0.55 7.18 4.49 2—Wednesday 1.28 2.1 7.18 4.49 3—Thursday 2.36 3.10 7.18 4.49 4—Friday 3.41 4.11 7.18 4.50 5—Saturday 4.36 5.6 7.18 4.50 6—Sunday 5.29 5.52 7.18 4.50 [5, 1168, 153, 1238]
ship-master: A. Farquhar, Master. [43, 118, 115, 129]
section-heading: Correspondence. [996, 115, 1073, 127]
paragraph: The foundation stone of the Oddfellows' Hall, the first in Marlborough, was laid yesterday, and there was a grand dinner afterwards, at which there was the largest gathering of the kind ever held in the district. [480, 182, 629, 249]
editor-note: [We do not hold ourselves responsible for the opinions of our correspondents. Letters must bear the name and address of the writer as a guarantee of good faith.] [960, 128, 1109, 169]
dateline: Blenheim, This day. [720, 312, 789, 323]
column-2 [159, 32, 316, 1831]
paragraph: The trip to Te Aroha, with fifteen more travellers, which was made the heavier, in addition to other cargo, of five boxes of gold, containing 5022ozs 14dwts 18grs gold, valued at £20,089. [164, 1775, 311, 1831]
section-banner: AUSTRALIAN. [480, 1424, 629, 1441]
paragraph: In the House of Lords to-day Earl Carnarvon announced that he would not proceed with the motion standing in his name on the Order Paper for a vote of censure on the Government on account of their Egyptian policy. Lord Cairns has given notice of an amendment to the Franchise Reform Bill, declaring that the proposed reform is, unacceptable unless provision is made for a re-distribution of seats. [480, 489, 629, 612]
notice-date: Chief Post Office, Grahamstown, July 3, 1884. [164, 153, 311, 174]
